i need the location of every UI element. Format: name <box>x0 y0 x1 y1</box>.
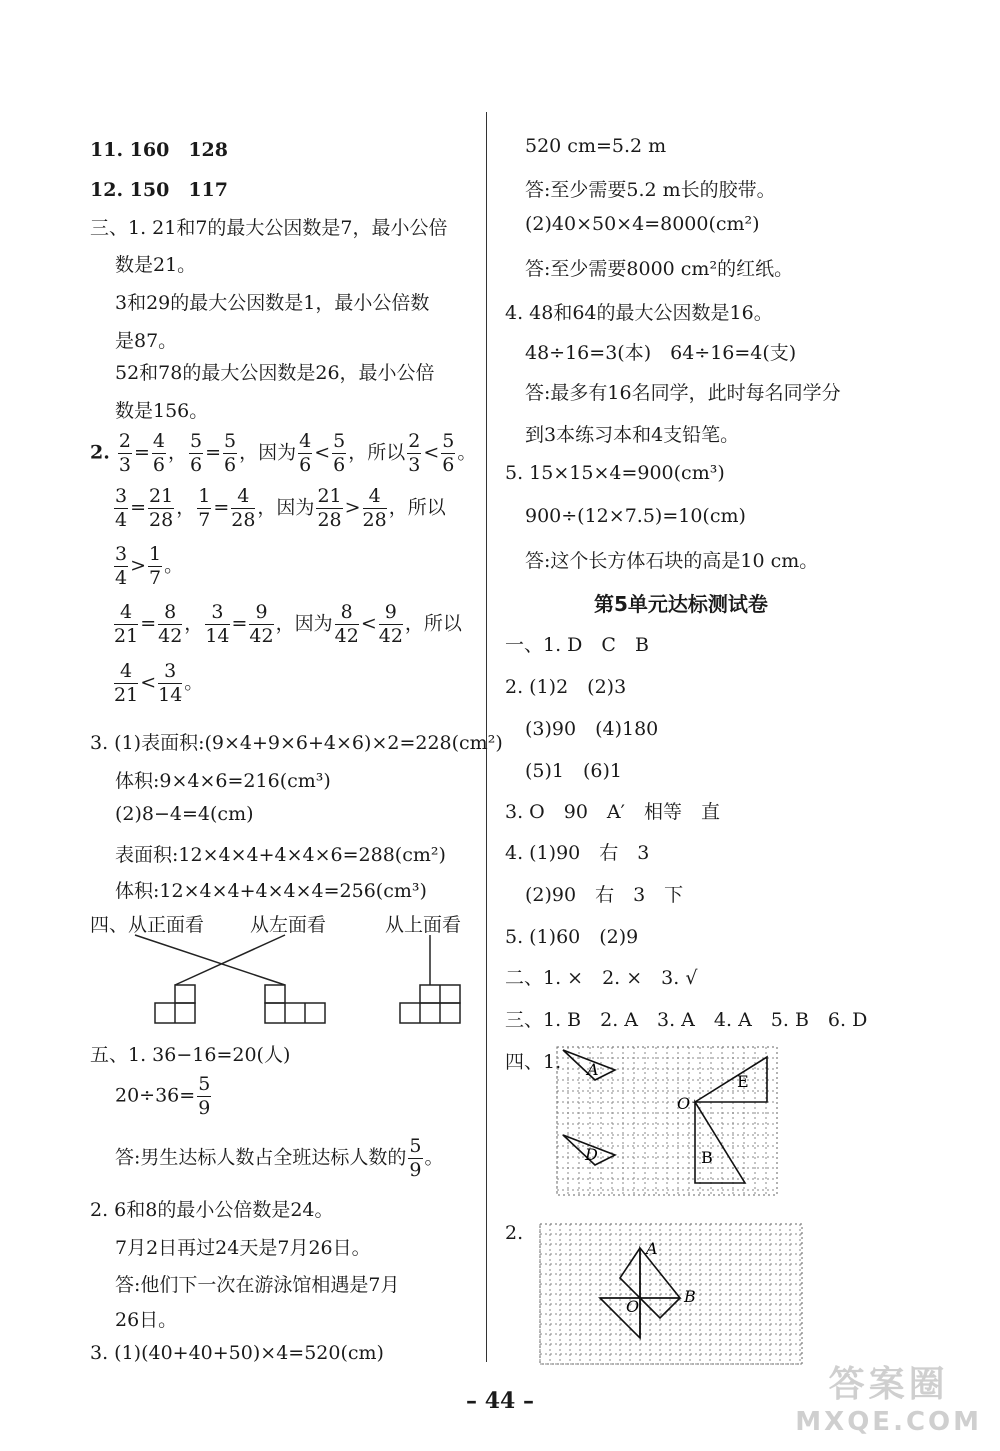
right-line-5: 4. 48和64的最大公因数是16。 <box>505 302 773 324</box>
unit5-s4-q1-label: 四、1. <box>505 1051 562 1073</box>
unit5-s1-q4b: (2)90 右 3 下 <box>525 884 684 906</box>
unit5-s1-q2b: (3)90 (4)180 <box>525 718 659 740</box>
section-5-q2-line4: 26日。 <box>115 1309 178 1331</box>
section-3-q3-line5: 体积:12×4×4+4×4×4=256(cm³) <box>115 880 427 902</box>
triangle-e <box>695 1057 767 1102</box>
section-3-q3-line1: 3. (1)表面积:(9×4+9×6+4×6)×2=228(cm²) <box>90 732 503 754</box>
section-5-q3-line1: 3. (1)(40+40+50)×4=520(cm) <box>90 1342 384 1364</box>
right-line-11: 答:这个长方体石块的高是10 cm。 <box>525 550 819 572</box>
fraction: $\frac{4}{6}$ <box>152 430 165 476</box>
fraction: $\frac{2}{3}$ <box>408 430 421 476</box>
section-3-q1-line1: 三、1. 21和7的最大公因数是7，最小公倍 <box>90 217 448 239</box>
rotation-grid-figure-2 <box>538 1222 810 1370</box>
section-3-q2-line4: $\frac{4}{21}$ = $\frac{8}{42}$ ， $\frac{3}{14}$ = $\frac{9}{42}$ ，因为 $\frac{8}{42}$ < $\frac{9}{42}$ ，所以 <box>114 601 462 647</box>
section-5-q2-line2: 7月2日再过24天是7月26日。 <box>115 1237 371 1259</box>
left-view-shape <box>265 985 325 1023</box>
answer-11: 11. 160 128 <box>90 139 228 161</box>
section-3-q2-line5: $\frac{4}{21}$ < $\frac{3}{14}$ 。 <box>114 660 204 706</box>
rotation-grid-figure-1 <box>555 1045 787 1200</box>
section-4-left-label: 从左面看 <box>250 914 327 936</box>
match-line-left-to-front <box>175 935 285 985</box>
section-3-q1-line5: 52和78的最大公因数是26，最小公倍 <box>115 362 435 384</box>
label-b: B <box>701 1148 713 1167</box>
fraction: $\frac{5}{6}$ <box>224 430 237 476</box>
unit5-s2: 二、1. × 2. × 3. √ <box>505 967 698 989</box>
section-3-q1-line4: 是87。 <box>115 330 178 352</box>
section-5-q2-line1: 2. 6和8的最小公倍数是24。 <box>90 1199 334 1221</box>
label-a: A <box>587 1060 599 1079</box>
right-line-6: 48÷16=3(本) 64÷16=4(支) <box>525 342 797 364</box>
unit5-s1-q3: 3. O 90 A′ 相等 直 <box>505 801 720 823</box>
right-line-1: 520 cm=5.2 m <box>525 135 667 157</box>
fraction: $\frac{5}{6}$ <box>190 430 203 476</box>
section-3-q2-line1: 2. $\frac{2}{3}$ = $\frac{4}{6}$ ， $\frac{5}{6}$ = $\frac{5}{6}$ ，因为 $\frac{4}{6}$ < $\frac{5}{6}$ ，所以 $\frac{2}{3}$ < $\frac{5}{6}$ 。 <box>90 430 477 476</box>
section-4-top-label: 从上面看 <box>385 914 462 936</box>
section-3-q3-line4: 表面积:12×4×4+4×4×6=288(cm²) <box>115 844 446 866</box>
unit5-s3: 三、1. B 2. A 3. A 4. A 5. B 6. D <box>505 1009 868 1031</box>
section-3-q1-line3: 3和29的最大公因数是1，最小公倍数 <box>115 292 430 314</box>
fraction: $\frac{5}{9}$ <box>409 1135 422 1181</box>
top-view-shape <box>400 985 460 1023</box>
section-5-q1-line2: 20÷36= $\frac{5}{9}$ <box>115 1073 211 1119</box>
section-3-q2-line2: $\frac{3}{4}$ = $\frac{21}{28}$ ， $\frac{1}{7}$ = $\frac{4}{28}$ ，因为 $\frac{21}{28}$ > $\frac{4}{28}$ ，所以 <box>115 485 446 531</box>
label-e: E <box>737 1072 749 1091</box>
label-a: A <box>646 1239 658 1258</box>
front-view-shape <box>155 985 195 1023</box>
right-line-8: 到3本练习本和4支铅笔。 <box>525 424 740 446</box>
section-3-q2-line3: $\frac{3}{4}$ > $\frac{1}{7}$ 。 <box>115 543 184 589</box>
section-3-q1-line2: 数是21。 <box>115 254 197 276</box>
unit5-s1-q4a: 4. (1)90 右 3 <box>505 842 650 864</box>
unit5-s1-q2a: 2. (1)2 (2)3 <box>505 676 627 698</box>
right-line-3: (2)40×50×4=8000(cm²) <box>525 213 760 235</box>
label-o: O <box>677 1094 691 1113</box>
page-number: – 44 – <box>466 1388 534 1414</box>
watermark-logo <box>795 1356 982 1437</box>
watermark-line2: MXQE.COM <box>795 1407 982 1437</box>
section-4-front-label: 四、从正面看 <box>90 914 205 936</box>
answer-12: 12. 150 117 <box>90 179 228 201</box>
match-line-front-to-left <box>135 935 285 985</box>
watermark-line1: 答案圈 <box>828 1364 949 1405</box>
right-line-2: 答:至少需要5.2 m长的胶带。 <box>525 179 776 201</box>
fraction: $\frac{5}{6}$ <box>442 430 455 476</box>
view-matching-figure <box>0 0 480 1040</box>
fraction: $\frac{5}{9}$ <box>198 1073 211 1119</box>
right-line-7: 答:最多有16名同学，此时每名同学分 <box>525 382 841 404</box>
label-d: D <box>585 1145 598 1164</box>
section-3-q3-line3: (2)8−4=4(cm) <box>115 803 254 825</box>
unit-5-heading: 第5单元达标测试卷 <box>594 592 768 616</box>
unit5-s1-q1: 一、1. D C B <box>505 634 649 656</box>
unit5-s1-q5: 5. (1)60 (2)9 <box>505 926 639 948</box>
triangle-b <box>695 1102 745 1183</box>
unit5-s4-q2-label: 2. <box>505 1222 524 1244</box>
label-b: B <box>684 1287 696 1306</box>
fraction: $\frac{2}{3}$ <box>118 430 131 476</box>
label-o: O <box>626 1297 640 1316</box>
q2-label: 2. <box>90 441 110 464</box>
right-line-9: 5. 15×15×4=900(cm³) <box>505 462 725 484</box>
fraction: $\frac{5}{6}$ <box>333 430 346 476</box>
right-line-10: 900÷(12×7.5)=10(cm) <box>525 505 746 527</box>
section-3-q3-line2: 体积:9×4×6=216(cm³) <box>115 770 331 792</box>
unit5-s1-q2c: (5)1 (6)1 <box>525 760 623 782</box>
section-5-q2-line3: 答:他们下一次在游泳馆相遇是7月 <box>115 1274 400 1296</box>
section-5-q1-answer: 答:男生达标人数占全班达标人数的 $\frac{5}{9}$ 。 <box>115 1135 444 1181</box>
section-3-q1-line6: 数是156。 <box>115 400 209 422</box>
section-5-q1-line1: 五、1. 36−16=20(人) <box>90 1044 291 1066</box>
fraction: $\frac{4}{6}$ <box>299 430 312 476</box>
right-line-4: 答:至少需要8000 cm²的红纸。 <box>525 258 794 280</box>
